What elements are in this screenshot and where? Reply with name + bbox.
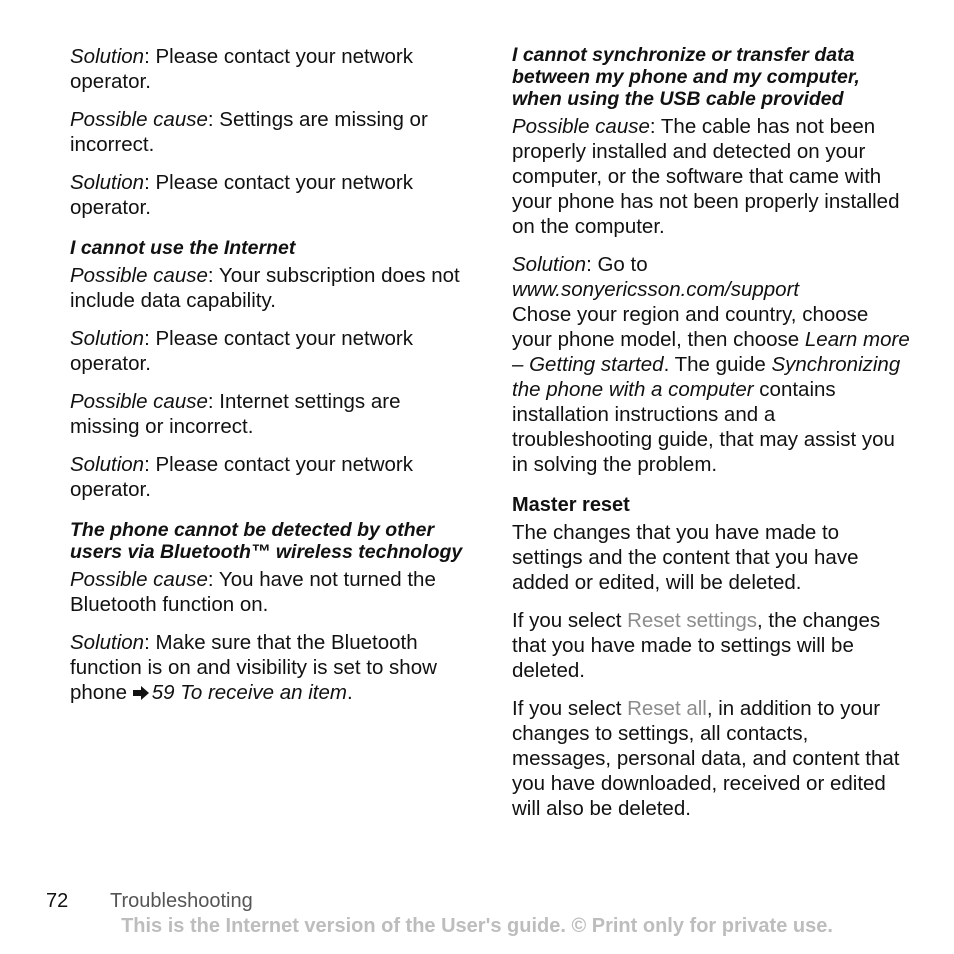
paragraph: Solution: Please contact your network operator. [70, 45, 414, 93]
paragraph: Solution: Please contact your network operator. [70, 171, 414, 219]
paragraph: Possible cause: The cable has not been properly installed and detected on your computer, or the software that came with your phone has not been properly installed on the computer. [512, 115, 900, 238]
page-number: 72 [46, 890, 69, 912]
paragraph: Possible cause: Your subscription does not include data capability. [70, 264, 460, 312]
paragraph: Possible cause: You have not turned the Bluetooth function on. [70, 568, 436, 616]
arrow-right-icon [133, 686, 149, 700]
paragraph: Solution: Please contact your network operator. [70, 327, 414, 375]
paragraph: Solution: Go to www.sonyericsson.com/support Chose your region and country, choose your phone model, then choose Learn more – Getting started. The guide Synchronizing the phone with a computer contains installation instructions and a troubleshooting guide, that may assist you in solving the problem. [512, 253, 910, 476]
menu-option-reset-settings: Reset settings [627, 609, 757, 632]
copyright-notice: This is the Internet version of the User's guide. © Print only for private use. [121, 915, 833, 937]
menu-option-reset-all: Reset all [627, 697, 707, 720]
paragraph: If you select Reset settings, the changes that you have made to settings will be deleted. [512, 609, 881, 682]
question-heading: I cannot use the Internet [70, 237, 296, 259]
support-url[interactable]: www.sonyericsson.com/support [512, 278, 800, 301]
guide-link[interactable]: Synchronizing the phone with a computer [512, 353, 901, 401]
section-name: Troubleshooting [110, 890, 253, 912]
paragraph: The changes that you have made to settings and the content that you have added or edited, will be deleted. [512, 521, 859, 594]
paragraph: Solution: Please contact your network operator. [70, 453, 414, 501]
paragraph: Solution: Make sure that the Bluetooth function is on and visibility is set to show phone 59 To receive an item. [70, 631, 437, 704]
left-column [70, 44, 470, 718]
right-column [512, 44, 912, 834]
page-reference-link[interactable]: 59 To receive an item [151, 681, 347, 704]
question-heading: The phone cannot be detected by other users via Bluetooth™ wireless technology [70, 519, 463, 563]
paragraph: Possible cause: Settings are missing or incorrect. [70, 108, 428, 156]
section-heading: Master reset [512, 494, 630, 516]
guide-link[interactable]: Learn more – Getting started [512, 328, 910, 376]
paragraph: Possible cause: Internet settings are missing or incorrect. [70, 390, 401, 438]
paragraph: If you select Reset all, in addition to your changes to settings, all contacts, messages, personal data, and content that you have downloaded, received or edited will also be deleted. [512, 697, 900, 820]
question-heading: I cannot synchronize or transfer data between my phone and my computer, when using the USB cable provided [512, 44, 860, 110]
